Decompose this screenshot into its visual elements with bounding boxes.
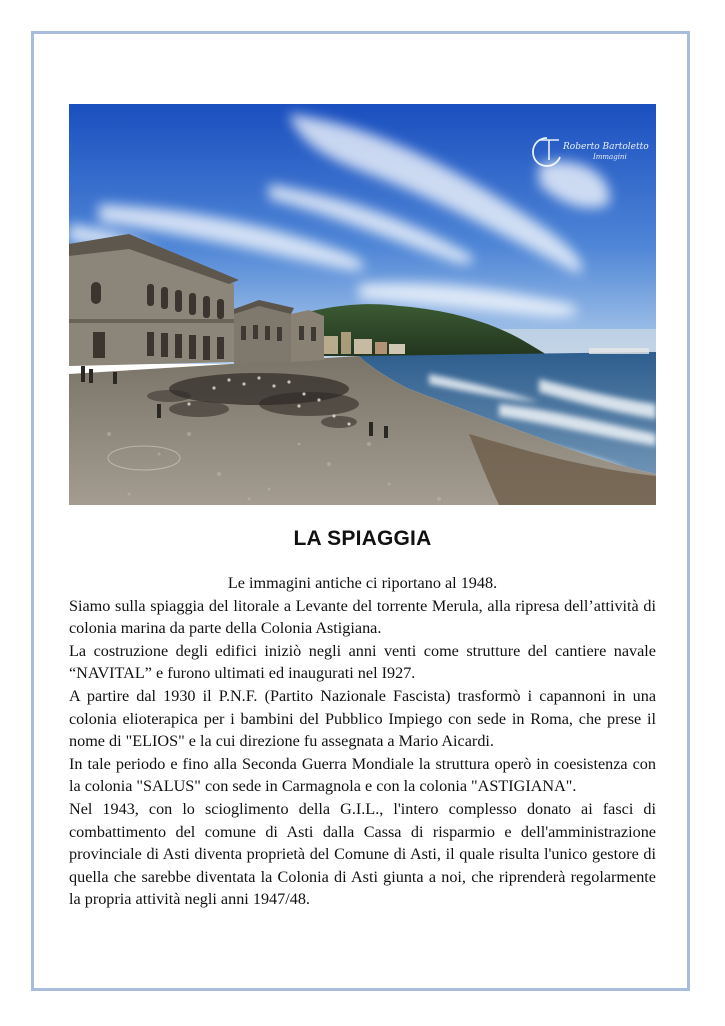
paragraph: La costruzione degli edifici iniziò negli anni venti come strutture del cantiere navale “NAVITAL” e furono ultimati ed inaugurati nel I927. <box>69 641 656 683</box>
paragraph: In tale periodo e fino alla Seconda Guerra Mondiale la struttura operò in coesistenza con la colonia "SALUS" con sede in Carmagnola e con la colonia "ASTIGIANA". <box>69 754 656 796</box>
beach-photo <box>69 104 656 505</box>
body-text <box>69 572 656 911</box>
watermark-name: Roberto Bartoletto <box>563 142 649 152</box>
paragraph: A partire dal 1930 il P.N.F. (Partito Nazionale Fascista) trasformò i capannoni in una colonia elioterapica per i bambini del Pubblico Impiego con sede in Roma, che prese il nome di "ELIOS" e la cui direzione fu assegnata a Mario Aicardi. <box>69 686 656 751</box>
page-title: LA SPIAGGIA <box>293 527 432 550</box>
paragraph: Nel 1943, con lo scioglimento della G.I.L., l'intero complesso donato ai fasci di combattimento del comune di Asti dalla Cassa di risparmio e dell'amministrazione provinciale di Asti diventa proprietà del Comune di Asti, il quale risulta l'unico gestore di quella che sarebbe diventata la Colonia di Asti giunta a noi, che riprenderà regolarmente la propria attività negli anni 1947/48. <box>69 799 656 909</box>
paragraph-intro: Le immagini antiche ci riportano al 1948. <box>227 574 498 592</box>
paragraph: Siamo sulla spiaggia del litorale a Levante del torrente Merula, alla ripresa dell’attività di colonia marina da parte della Colonia Astigiana. <box>69 596 656 638</box>
watermark-subtitle: Immagini <box>593 153 627 161</box>
